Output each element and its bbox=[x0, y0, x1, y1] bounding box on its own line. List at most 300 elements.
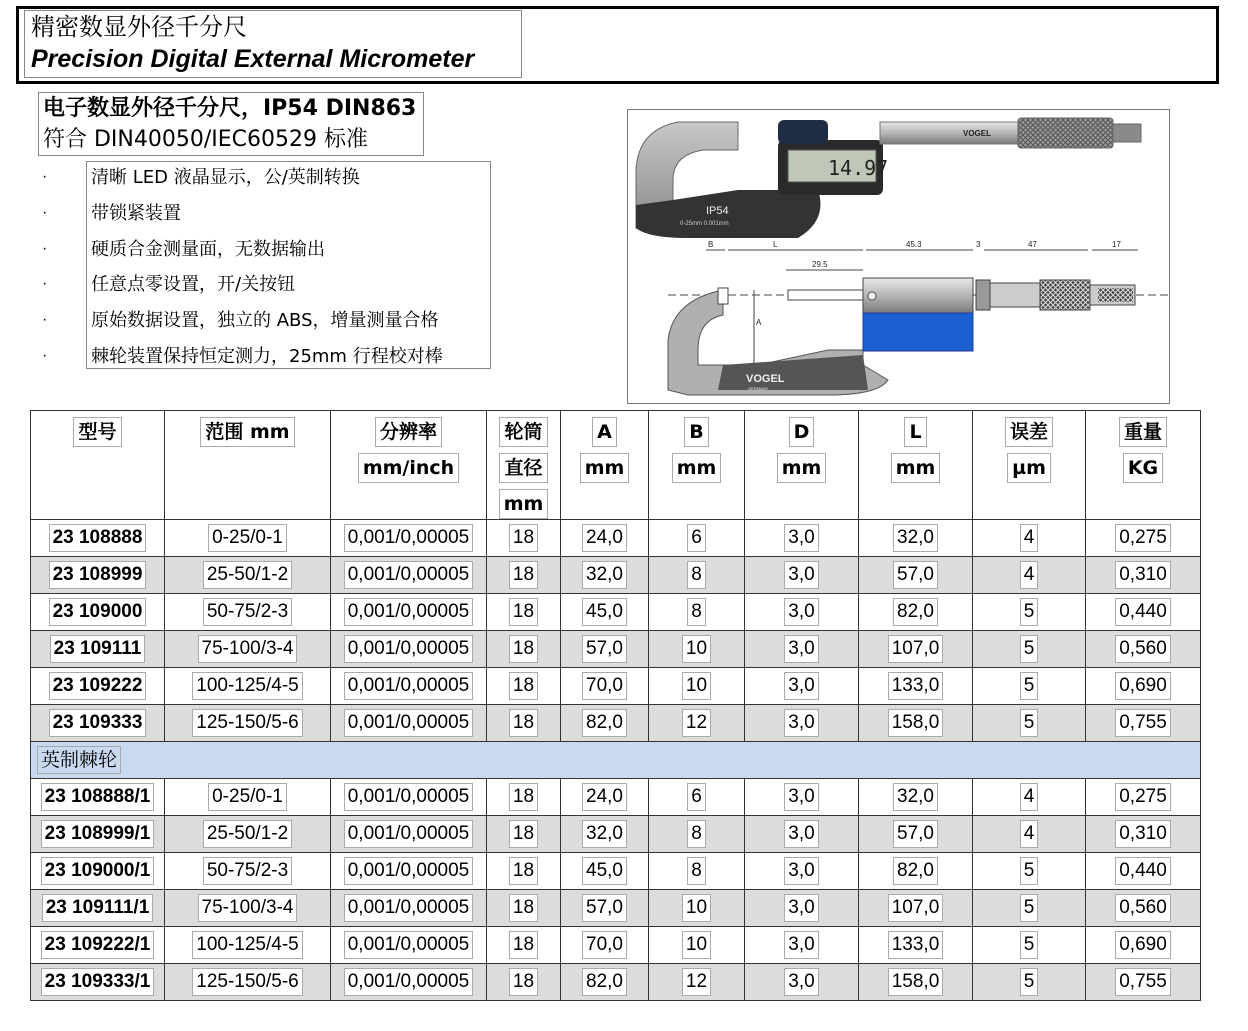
cell-value: 23 108888 bbox=[49, 524, 147, 552]
cell-value: 18 bbox=[509, 561, 538, 589]
table-row bbox=[31, 520, 1201, 557]
cell-value: 24,0 bbox=[582, 524, 627, 552]
cell-thimble-diameter bbox=[487, 964, 561, 1001]
header-b: B mm bbox=[649, 411, 745, 520]
cell-thimble-diameter bbox=[487, 816, 561, 853]
cell-b bbox=[649, 890, 745, 927]
bullet-icon: · bbox=[42, 275, 48, 293]
dim-b: B bbox=[708, 240, 714, 249]
cell-value: 3,0 bbox=[784, 598, 818, 626]
cell-value: 158,0 bbox=[888, 968, 944, 996]
cell-a bbox=[561, 816, 649, 853]
cell-weight bbox=[1086, 816, 1201, 853]
cell-a bbox=[561, 594, 649, 631]
cell-thimble-diameter bbox=[487, 668, 561, 705]
cell-error bbox=[973, 890, 1086, 927]
table-row bbox=[31, 705, 1201, 742]
cell-resolution bbox=[331, 705, 487, 742]
cell-model bbox=[31, 890, 165, 927]
feature-item: 硬质合金测量面，无数据输出 bbox=[91, 238, 325, 260]
cell-resolution bbox=[331, 668, 487, 705]
cell-value: 23 109333 bbox=[49, 709, 147, 737]
cell-value: 0,310 bbox=[1115, 561, 1171, 589]
cell-weight bbox=[1086, 779, 1201, 816]
cell-value: 0,001/0,00005 bbox=[344, 894, 474, 922]
cell-b bbox=[649, 779, 745, 816]
cell-value: 0,001/0,00005 bbox=[344, 783, 474, 811]
feature-item: 带锁紧装置 bbox=[91, 202, 181, 224]
cell-value: 5 bbox=[1020, 709, 1039, 737]
cell-value: 24,0 bbox=[582, 783, 627, 811]
micrometer-drawing bbox=[628, 110, 1169, 403]
cell-value: 133,0 bbox=[888, 931, 944, 959]
cell-model bbox=[31, 557, 165, 594]
header-weight: 重量 KG bbox=[1086, 411, 1201, 520]
cell-l bbox=[859, 816, 973, 853]
cell-b bbox=[649, 964, 745, 1001]
cell-weight bbox=[1086, 668, 1201, 705]
dim-travel: 29.5 bbox=[812, 260, 828, 269]
range-label: 0-25mm 0.001mm bbox=[680, 221, 729, 227]
cell-resolution bbox=[331, 779, 487, 816]
cell-d bbox=[745, 631, 859, 668]
cell-value: 32,0 bbox=[582, 820, 627, 848]
cell-a bbox=[561, 964, 649, 1001]
cell-value: 4 bbox=[1020, 561, 1039, 589]
cell-d bbox=[745, 816, 859, 853]
cell-value: 3,0 bbox=[784, 857, 818, 885]
cell-thimble-diameter bbox=[487, 594, 561, 631]
header-error: 误差 µm bbox=[973, 411, 1086, 520]
cell-value: 107,0 bbox=[888, 635, 944, 663]
cell-value: 8 bbox=[687, 820, 706, 848]
cell-error bbox=[973, 557, 1086, 594]
cell-l bbox=[859, 557, 973, 594]
drawing-brand-sub: GERMANY bbox=[748, 386, 769, 391]
cell-d bbox=[745, 520, 859, 557]
cell-value: 3,0 bbox=[784, 672, 818, 700]
cell-resolution bbox=[331, 927, 487, 964]
cell-range bbox=[165, 520, 331, 557]
cell-resolution bbox=[331, 631, 487, 668]
cell-value: 8 bbox=[687, 561, 706, 589]
cell-value: 10 bbox=[682, 635, 711, 663]
cell-thimble-diameter bbox=[487, 631, 561, 668]
cell-d bbox=[745, 890, 859, 927]
cell-weight bbox=[1086, 631, 1201, 668]
cell-d bbox=[745, 594, 859, 631]
cell-value: 23 109222 bbox=[49, 672, 147, 700]
cell-thimble-diameter bbox=[487, 705, 561, 742]
cell-value: 18 bbox=[509, 783, 538, 811]
cell-thimble-diameter bbox=[487, 779, 561, 816]
table-section bbox=[31, 742, 1201, 779]
cell-error bbox=[973, 594, 1086, 631]
header-thimble-diameter: 轮筒 直径 mm bbox=[487, 411, 561, 520]
cell-weight bbox=[1086, 890, 1201, 927]
cell-range bbox=[165, 853, 331, 890]
cell-value: 0,275 bbox=[1115, 783, 1171, 811]
cell-model bbox=[31, 927, 165, 964]
cell-a bbox=[561, 668, 649, 705]
cell-thimble-diameter bbox=[487, 927, 561, 964]
cell-range bbox=[165, 779, 331, 816]
bullet-icon: · bbox=[42, 239, 48, 257]
cell-value: 0,001/0,00005 bbox=[344, 524, 474, 552]
bullet-icon: · bbox=[42, 203, 48, 221]
cell-a bbox=[561, 890, 649, 927]
cell-value: 82,0 bbox=[893, 857, 938, 885]
feature-item: 原始数据设置，独立的 ABS，增量测量合格 bbox=[91, 310, 439, 332]
cell-a bbox=[561, 705, 649, 742]
cell-value: 0,440 bbox=[1115, 598, 1171, 626]
cell-b bbox=[649, 668, 745, 705]
cell-value: 8 bbox=[687, 857, 706, 885]
cell-range bbox=[165, 668, 331, 705]
cell-d bbox=[745, 668, 859, 705]
cell-value: 23 108999 bbox=[49, 561, 147, 589]
cell-weight bbox=[1086, 594, 1201, 631]
feature-item: 棘轮装置保持恒定测力，25mm 行程校对棒 bbox=[91, 345, 443, 367]
cell-model bbox=[31, 705, 165, 742]
lcd-reading: 14.97 bbox=[828, 156, 889, 180]
cell-error bbox=[973, 705, 1086, 742]
cell-value: 18 bbox=[509, 672, 538, 700]
cell-value: 0,001/0,00005 bbox=[344, 709, 474, 737]
cell-a bbox=[561, 779, 649, 816]
cell-value: 0,440 bbox=[1115, 857, 1171, 885]
cell-value: 23 109333/1 bbox=[41, 968, 155, 996]
cell-b bbox=[649, 631, 745, 668]
cell-value: 75-100/3-4 bbox=[198, 894, 298, 922]
header-resolution: 分辨率 mm/inch bbox=[331, 411, 487, 520]
cell-value: 10 bbox=[682, 931, 711, 959]
cell-b bbox=[649, 557, 745, 594]
cell-error bbox=[973, 853, 1086, 890]
cell-value: 0,001/0,00005 bbox=[344, 857, 474, 885]
cell-d bbox=[745, 557, 859, 594]
title-chinese: 精密数显外径千分尺 bbox=[31, 13, 247, 41]
cell-value: 82,0 bbox=[582, 709, 627, 737]
cell-value: 18 bbox=[509, 635, 538, 663]
cell-value: 23 109111 bbox=[50, 635, 146, 663]
cell-value: 3,0 bbox=[784, 931, 818, 959]
cell-range bbox=[165, 557, 331, 594]
drawing-brand: VOGEL bbox=[746, 373, 785, 385]
cell-value: 0,755 bbox=[1115, 968, 1171, 996]
brand-text: VOGEL bbox=[963, 129, 992, 138]
cell-a bbox=[561, 631, 649, 668]
cell-error bbox=[973, 964, 1086, 1001]
cell-value: 57,0 bbox=[582, 635, 627, 663]
cell-value: 0-25/0-1 bbox=[208, 524, 287, 552]
cell-resolution bbox=[331, 557, 487, 594]
cell-value: 70,0 bbox=[582, 672, 627, 700]
cell-resolution bbox=[331, 964, 487, 1001]
table-row bbox=[31, 779, 1201, 816]
cell-value: 100-125/4-5 bbox=[192, 672, 302, 700]
cell-value: 3,0 bbox=[784, 820, 818, 848]
cell-value: 10 bbox=[682, 894, 711, 922]
cell-value: 3,0 bbox=[784, 561, 818, 589]
cell-value: 0,001/0,00005 bbox=[344, 672, 474, 700]
cell-resolution bbox=[331, 520, 487, 557]
cell-value: 5 bbox=[1020, 968, 1039, 996]
cell-resolution bbox=[331, 890, 487, 927]
cell-value: 0,755 bbox=[1115, 709, 1171, 737]
cell-value: 6 bbox=[687, 524, 706, 552]
cell-range bbox=[165, 927, 331, 964]
cell-range bbox=[165, 594, 331, 631]
cell-value: 0,001/0,00005 bbox=[344, 635, 474, 663]
feature-list bbox=[86, 161, 491, 369]
cell-l bbox=[859, 705, 973, 742]
bullet-icon: · bbox=[42, 168, 48, 185]
cell-thimble-diameter bbox=[487, 520, 561, 557]
table-row bbox=[31, 668, 1201, 705]
bullet-icon: · bbox=[42, 311, 48, 329]
section-row bbox=[31, 742, 1201, 779]
subtitle-line-1: 电子数显外径千分尺，IP54 DIN863 bbox=[43, 96, 417, 121]
cell-value: 18 bbox=[509, 524, 538, 552]
cell-value: 57,0 bbox=[893, 820, 938, 848]
cell-value: 45,0 bbox=[582, 857, 627, 885]
table-row bbox=[31, 557, 1201, 594]
cell-value: 125-150/5-6 bbox=[192, 968, 302, 996]
cell-weight bbox=[1086, 927, 1201, 964]
cell-l bbox=[859, 520, 973, 557]
subtitle-line-2: 符合 DIN40050/IEC60529 标准 bbox=[43, 127, 369, 152]
cell-value: 4 bbox=[1020, 820, 1039, 848]
cell-value: 0,310 bbox=[1115, 820, 1171, 848]
cell-value: 5 bbox=[1020, 598, 1039, 626]
dim-barrel: 45.3 bbox=[906, 240, 922, 249]
cell-a bbox=[561, 853, 649, 890]
table-body-metric bbox=[31, 520, 1201, 742]
cell-value: 50-75/2-3 bbox=[203, 857, 292, 885]
cell-b bbox=[649, 705, 745, 742]
cell-thimble-diameter bbox=[487, 557, 561, 594]
table-row bbox=[31, 594, 1201, 631]
dim-thimble: 47 bbox=[1028, 240, 1037, 249]
cell-error bbox=[973, 927, 1086, 964]
cell-error bbox=[973, 779, 1086, 816]
cell-weight bbox=[1086, 705, 1201, 742]
table-header-row bbox=[31, 411, 1201, 520]
cell-value: 32,0 bbox=[893, 783, 938, 811]
header-model: 型号 bbox=[31, 411, 165, 520]
cell-value: 5 bbox=[1020, 894, 1039, 922]
cell-value: 0,001/0,00005 bbox=[344, 968, 474, 996]
photo-micrometer bbox=[636, 118, 1141, 238]
product-image bbox=[627, 109, 1170, 404]
cell-value: 5 bbox=[1020, 931, 1039, 959]
cell-value: 18 bbox=[509, 968, 538, 996]
cell-value: 57,0 bbox=[893, 561, 938, 589]
cell-value: 18 bbox=[509, 598, 538, 626]
cell-value: 0-25/0-1 bbox=[208, 783, 287, 811]
cell-value: 18 bbox=[509, 857, 538, 885]
dimension-drawing bbox=[668, 240, 1168, 395]
cell-value: 0,001/0,00005 bbox=[344, 820, 474, 848]
dim-gap: 3 bbox=[976, 240, 981, 249]
cell-value: 25-50/1-2 bbox=[203, 561, 292, 589]
cell-value: 6 bbox=[687, 783, 706, 811]
cell-value: 5 bbox=[1020, 672, 1039, 700]
dim-l: L bbox=[773, 240, 778, 249]
cell-error bbox=[973, 631, 1086, 668]
table-row bbox=[31, 631, 1201, 668]
cell-value: 50-75/2-3 bbox=[203, 598, 292, 626]
cell-value: 0,001/0,00005 bbox=[344, 931, 474, 959]
cell-l bbox=[859, 890, 973, 927]
cell-value: 23 108888/1 bbox=[41, 783, 155, 811]
cell-value: 133,0 bbox=[888, 672, 944, 700]
cell-range bbox=[165, 705, 331, 742]
cell-b bbox=[649, 853, 745, 890]
cell-value: 4 bbox=[1020, 524, 1039, 552]
cell-value: 3,0 bbox=[784, 709, 818, 737]
cell-error bbox=[973, 520, 1086, 557]
cell-value: 0,560 bbox=[1115, 894, 1171, 922]
cell-value: 3,0 bbox=[784, 635, 818, 663]
cell-b bbox=[649, 816, 745, 853]
cell-range bbox=[165, 964, 331, 1001]
cell-d bbox=[745, 927, 859, 964]
cell-value: 107,0 bbox=[888, 894, 944, 922]
cell-resolution bbox=[331, 594, 487, 631]
header-range: 范围 mm bbox=[165, 411, 331, 520]
cell-value: 0,001/0,00005 bbox=[344, 561, 474, 589]
table-row bbox=[31, 853, 1201, 890]
cell-thimble-diameter bbox=[487, 853, 561, 890]
cell-d bbox=[745, 779, 859, 816]
cell-d bbox=[745, 964, 859, 1001]
spec-table bbox=[30, 410, 1201, 1001]
cell-value: 32,0 bbox=[582, 561, 627, 589]
table-row bbox=[31, 816, 1201, 853]
cell-value: 18 bbox=[509, 931, 538, 959]
cell-value: 12 bbox=[682, 709, 711, 737]
cell-model bbox=[31, 779, 165, 816]
cell-model bbox=[31, 816, 165, 853]
cell-weight bbox=[1086, 964, 1201, 1001]
cell-value: 125-150/5-6 bbox=[192, 709, 302, 737]
cell-value: 3,0 bbox=[784, 894, 818, 922]
feature-item: 任意点零设置，开/关按钮 bbox=[91, 274, 296, 296]
header-d: D mm bbox=[745, 411, 859, 520]
feature-bullets bbox=[42, 161, 47, 376]
cell-value: 45,0 bbox=[582, 598, 627, 626]
cell-value: 0,690 bbox=[1115, 931, 1171, 959]
cell-value: 5 bbox=[1020, 857, 1039, 885]
section-label: 英制棘轮 bbox=[37, 746, 121, 774]
title-english: Precision Digital External Micrometer bbox=[31, 45, 475, 73]
cell-value: 12 bbox=[682, 968, 711, 996]
cell-l bbox=[859, 779, 973, 816]
cell-l bbox=[859, 594, 973, 631]
cell-d bbox=[745, 853, 859, 890]
cell-range bbox=[165, 631, 331, 668]
cell-value: 3,0 bbox=[784, 783, 818, 811]
table-row bbox=[31, 927, 1201, 964]
cell-value: 75-100/3-4 bbox=[198, 635, 298, 663]
table-body-ratchet bbox=[31, 779, 1201, 1001]
cell-range bbox=[165, 890, 331, 927]
cell-value: 100-125/4-5 bbox=[192, 931, 302, 959]
cell-model bbox=[31, 668, 165, 705]
cell-a bbox=[561, 520, 649, 557]
cell-weight bbox=[1086, 520, 1201, 557]
cell-d bbox=[745, 705, 859, 742]
header-a: A mm bbox=[561, 411, 649, 520]
cell-thimble-diameter bbox=[487, 890, 561, 927]
cell-b bbox=[649, 520, 745, 557]
table-row bbox=[31, 964, 1201, 1001]
header-l: L mm bbox=[859, 411, 973, 520]
cell-value: 82,0 bbox=[893, 598, 938, 626]
cell-value: 0,275 bbox=[1115, 524, 1171, 552]
cell-model bbox=[31, 631, 165, 668]
cell-value: 4 bbox=[1020, 783, 1039, 811]
cell-error bbox=[973, 668, 1086, 705]
cell-a bbox=[561, 927, 649, 964]
cell-value: 0,001/0,00005 bbox=[344, 598, 474, 626]
dim-ratchet: 17 bbox=[1112, 240, 1121, 249]
dim-a: A bbox=[756, 318, 762, 327]
cell-b bbox=[649, 927, 745, 964]
cell-l bbox=[859, 853, 973, 890]
cell-value: 23 109222/1 bbox=[41, 931, 155, 959]
cell-value: 82,0 bbox=[582, 968, 627, 996]
cell-value: 10 bbox=[682, 672, 711, 700]
cell-value: 25-50/1-2 bbox=[203, 820, 292, 848]
cell-l bbox=[859, 927, 973, 964]
cell-value: 70,0 bbox=[582, 931, 627, 959]
cell-value: 23 109000/1 bbox=[41, 857, 155, 885]
cell-value: 23 109000 bbox=[49, 598, 147, 626]
cell-weight bbox=[1086, 853, 1201, 890]
cell-l bbox=[859, 964, 973, 1001]
cell-model bbox=[31, 853, 165, 890]
cell-range bbox=[165, 816, 331, 853]
table-row bbox=[31, 890, 1201, 927]
cell-model bbox=[31, 594, 165, 631]
cell-a bbox=[561, 557, 649, 594]
cell-value: 18 bbox=[509, 820, 538, 848]
cell-b bbox=[649, 594, 745, 631]
cell-value: 18 bbox=[509, 894, 538, 922]
ip-label: IP54 bbox=[706, 205, 729, 217]
cell-value: 0,560 bbox=[1115, 635, 1171, 663]
cell-resolution bbox=[331, 853, 487, 890]
title-box bbox=[24, 10, 522, 78]
subtitle-box bbox=[38, 92, 424, 156]
cell-weight bbox=[1086, 557, 1201, 594]
cell-value: 5 bbox=[1020, 635, 1039, 663]
cell-value: 3,0 bbox=[784, 524, 818, 552]
cell-value: 23 109111/1 bbox=[42, 894, 154, 922]
cell-value: 3,0 bbox=[784, 968, 818, 996]
cell-value: 23 108999/1 bbox=[41, 820, 155, 848]
cell-value: 57,0 bbox=[582, 894, 627, 922]
cell-model bbox=[31, 520, 165, 557]
cell-value: 8 bbox=[687, 598, 706, 626]
cell-value: 32,0 bbox=[893, 524, 938, 552]
cell-value: 158,0 bbox=[888, 709, 944, 737]
cell-l bbox=[859, 668, 973, 705]
bullet-icon: · bbox=[42, 346, 48, 364]
